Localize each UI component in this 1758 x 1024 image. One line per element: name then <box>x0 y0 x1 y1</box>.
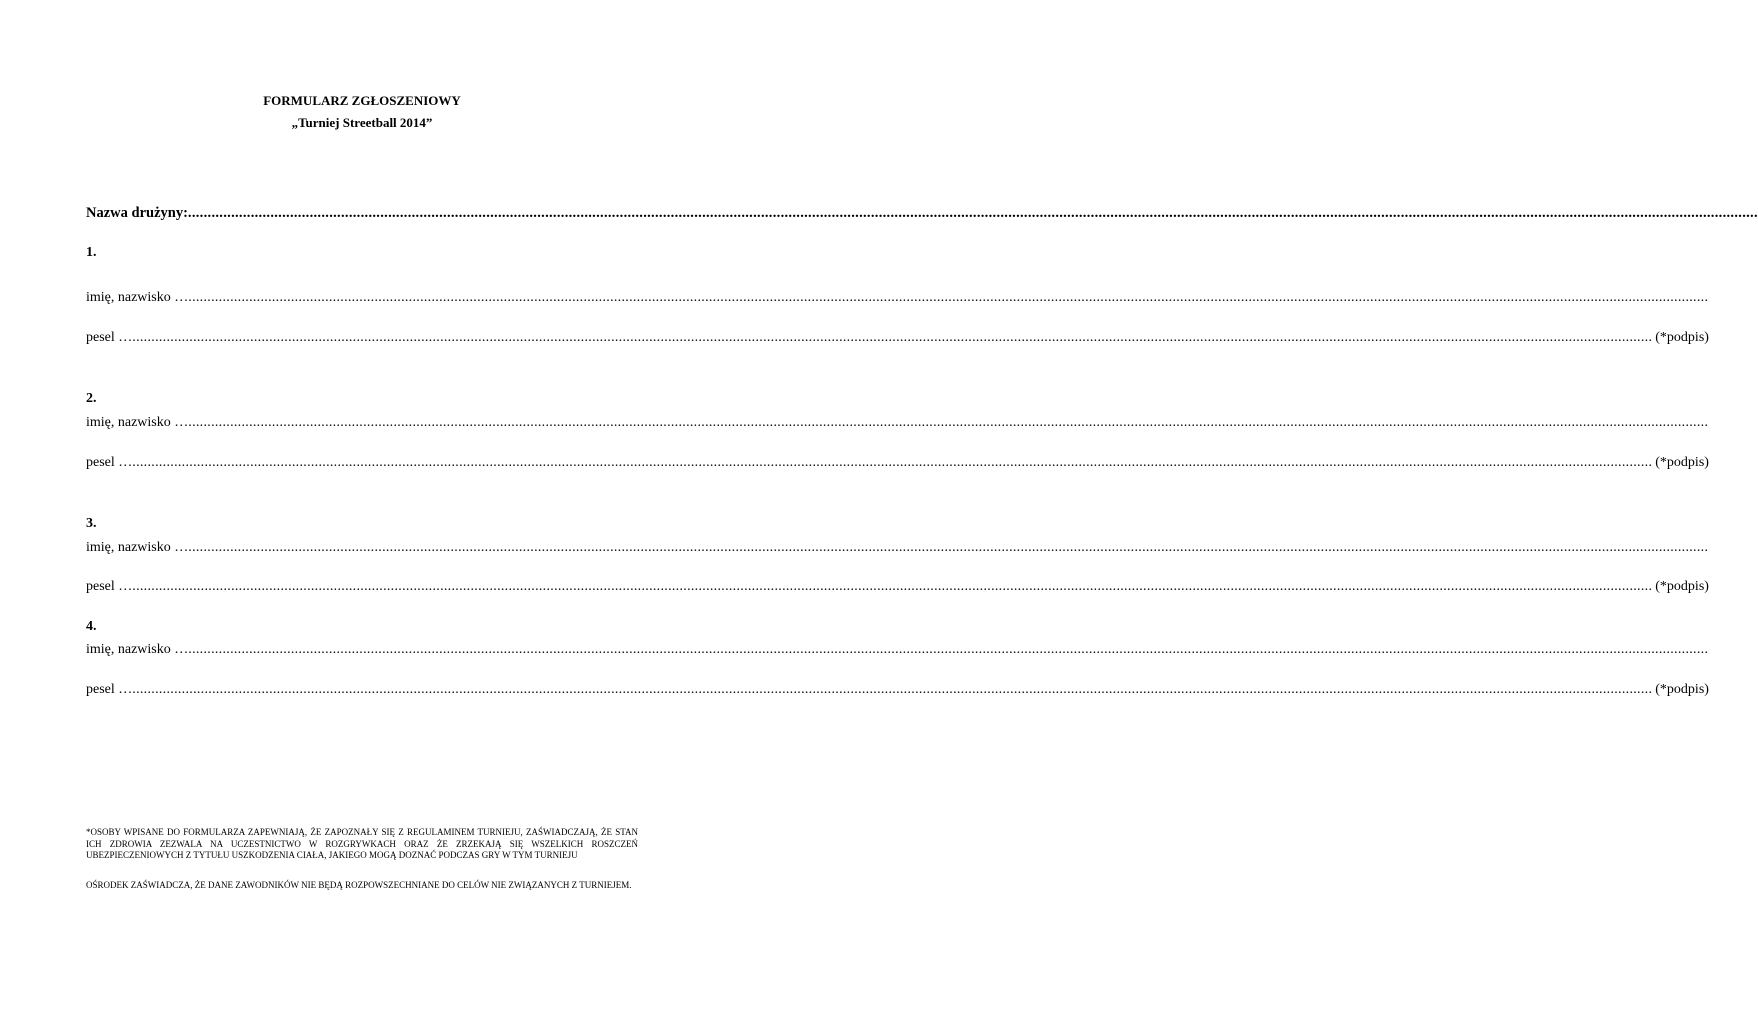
team-name-dotted-line: ................................................................................................................................................................................................................................................................................................................................................................................................................ <box>187 205 1758 221</box>
team-name-field[interactable] <box>86 204 1758 222</box>
player-1-signature-label: (*podpis) <box>1655 330 1709 345</box>
player-1-name-label: imię, nazwisko … <box>86 290 189 305</box>
player-2-name-dotted-line: ................................................................................................................................................................................................................................................................................................................................................................................................................ <box>188 415 1709 430</box>
player-3-name-field[interactable] <box>86 539 1709 557</box>
player-3-pesel-field[interactable] <box>86 578 1709 596</box>
team-name-label: Nazwa drużyny: <box>86 205 188 221</box>
player-4-number: 4. <box>86 619 97 634</box>
player-1-pesel-dotted-line: ................................................................................................................................................................................................................................................................................................................................................................................................................ <box>132 330 1653 345</box>
player-1-name-field[interactable] <box>86 289 1709 307</box>
player-2-pesel-label: pesel … <box>86 455 133 470</box>
player-2-signature-label: (*podpis) <box>1655 455 1709 470</box>
footnote-consent: *OSOBY WPISANE DO FORMULARZA ZAPEWNIAJĄ, ŻE ZAPOZNAŁY SIĘ Z REGULAMINEM TURNIEJU, ZAŚWIADCZAJĄ, ŻE STAN ICH ZDROWIA ZEZWALA NA UCZESTNICTWO W ROZGRYWKACH ORAZ ŻE ZRZEKAJĄ SIĘ WSZELKICH ROSZCZEŃ UBEZPIECZENIOWYCH Z TYTUŁU USZKODZENIA CIAŁA, JAKIEGO MOGĄ DOZNAĆ PODCZAS GRY W TYM TURNIEJU <box>86 827 638 860</box>
form-title: FORMULARZ ZGŁOSZENIOWY <box>263 93 461 108</box>
player-4-name-label: imię, nazwisko … <box>86 642 189 657</box>
player-2-name-label: imię, nazwisko … <box>86 415 189 430</box>
player-3-pesel-label: pesel … <box>86 579 133 594</box>
player-3-number: 3. <box>86 516 97 531</box>
player-3-name-label: imię, nazwisko … <box>86 540 189 555</box>
player-1-pesel-label: pesel … <box>86 330 133 345</box>
player-4-name-field[interactable] <box>86 641 1709 659</box>
player-3-pesel-dotted-line: ................................................................................................................................................................................................................................................................................................................................................................................................................ <box>132 579 1653 594</box>
form-subtitle: „Turniej Streetball 2014” <box>291 115 433 130</box>
player-4-name-dotted-line: ................................................................................................................................................................................................................................................................................................................................................................................................................ <box>188 642 1709 657</box>
player-2-pesel-field[interactable] <box>86 454 1709 472</box>
player-4-pesel-dotted-line: ................................................................................................................................................................................................................................................................................................................................................................................................................ <box>132 682 1653 697</box>
player-2-name-field[interactable] <box>86 414 1709 432</box>
player-3-name-dotted-line: ................................................................................................................................................................................................................................................................................................................................................................................................................ <box>188 540 1709 555</box>
player-3-signature-label: (*podpis) <box>1655 579 1709 594</box>
footnote-data-privacy: OŚRODEK ZAŚWIADCZA, ŻE DANE ZAWODNIKÓW NIE BĘDĄ ROZPOWSZECHNIANE DO CELÓW NIE ZWIĄZANYCH Z TURNIEJEM. <box>86 880 632 890</box>
player-4-pesel-field[interactable] <box>86 681 1709 699</box>
player-1-number: 1. <box>86 245 97 260</box>
player-1-pesel-field[interactable] <box>86 329 1709 347</box>
player-2-number: 2. <box>86 391 97 406</box>
player-4-pesel-label: pesel … <box>86 682 133 697</box>
player-1-name-dotted-line: ................................................................................................................................................................................................................................................................................................................................................................................................................ <box>188 290 1709 305</box>
player-2-pesel-dotted-line: ................................................................................................................................................................................................................................................................................................................................................................................................................ <box>132 455 1653 470</box>
player-4-signature-label: (*podpis) <box>1655 682 1709 697</box>
